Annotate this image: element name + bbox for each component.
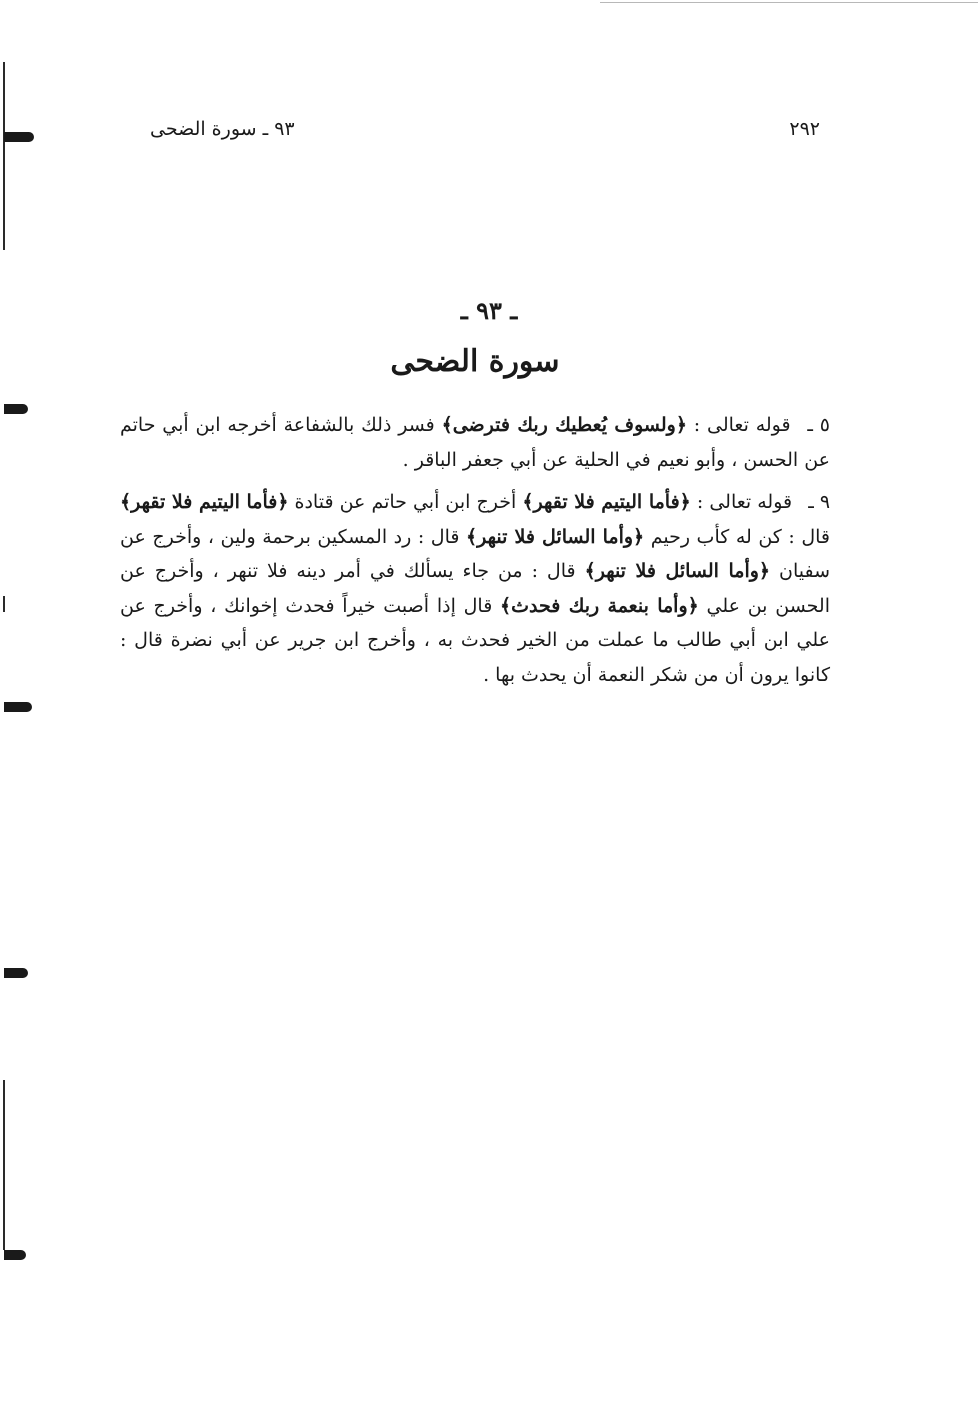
verse-number: ٩ ـ: [808, 491, 831, 513]
binding-margin-tab: [4, 132, 34, 142]
commentary-text: قال : كن له كأب رحيم: [644, 525, 830, 548]
commentary-text: فسر ذلك بالشفاعة أخرجه ابن أبي حاتم عن الحسن ، وأبو نعيم في الحلية عن أبي جعفر الباقر .: [120, 414, 830, 471]
binding-margin-rule: [3, 62, 5, 250]
running-head: [120, 118, 820, 148]
quran-quote: ﴿ولسوف يُعطيك ربك فترضى﴾: [441, 414, 687, 436]
running-title: ٩٣ ـ سورة الضحى: [150, 118, 295, 140]
commentary-text: أخرج ابن أبي حاتم عن قتادة: [288, 491, 523, 513]
binding-margin-tab: [4, 702, 32, 712]
scan-edge-line: [600, 2, 978, 3]
quran-quote: ﴿وأما السائل فلا تنهر﴾: [584, 560, 771, 582]
commentary-text: قوله تعالى :: [690, 491, 793, 513]
commentary-text: قال إذا أصبت خيراً فحدث إخوانك ، وأخرج عن علي ابن أبي طالب ما عملت من الخير فحدث به ، وأخرج ابن جرير عن أبي نضرة قال : كانوا يرون أن من شكر النعمة أن يحدث بها .: [120, 594, 830, 686]
quran-quote: ﴿فأما اليتيم فلا تقهر﴾: [522, 491, 691, 513]
quran-quote: ﴿وأما السائل فلا تنهر﴾: [465, 525, 645, 548]
chapter-title: سورة الضحى: [390, 344, 560, 379]
chapter-number: ـ ٩٣ ـ: [460, 296, 518, 325]
paragraph: [120, 408, 830, 477]
binding-margin-tab: [4, 968, 28, 978]
paragraph: [120, 485, 830, 692]
binding-margin-rule: [3, 1080, 5, 1250]
quran-quote: ﴿وأما بنعمة ربك فحدث﴾: [500, 594, 699, 617]
commentary-body: [120, 408, 830, 700]
commentary-text: قوله تعالى :: [686, 414, 791, 436]
quran-quote: ﴿فأما اليتيم فلا تقهر﴾: [120, 491, 289, 513]
binding-margin-tab: [4, 1250, 26, 1260]
commentary-text: قال : رد المسكين برحمة ولين ، وأخرج عن سفيان: [120, 525, 831, 582]
commentary-text: قال : من جاء يسألك في أمر دينه فلا تنهر ، وأخرج عن الحسن بن علي: [120, 560, 830, 617]
binding-margin-tab: [4, 404, 28, 414]
verse-number: ٥ ـ: [807, 414, 831, 436]
binding-margin-rule: [3, 596, 5, 612]
page-number: ٢٩٢: [789, 118, 820, 140]
